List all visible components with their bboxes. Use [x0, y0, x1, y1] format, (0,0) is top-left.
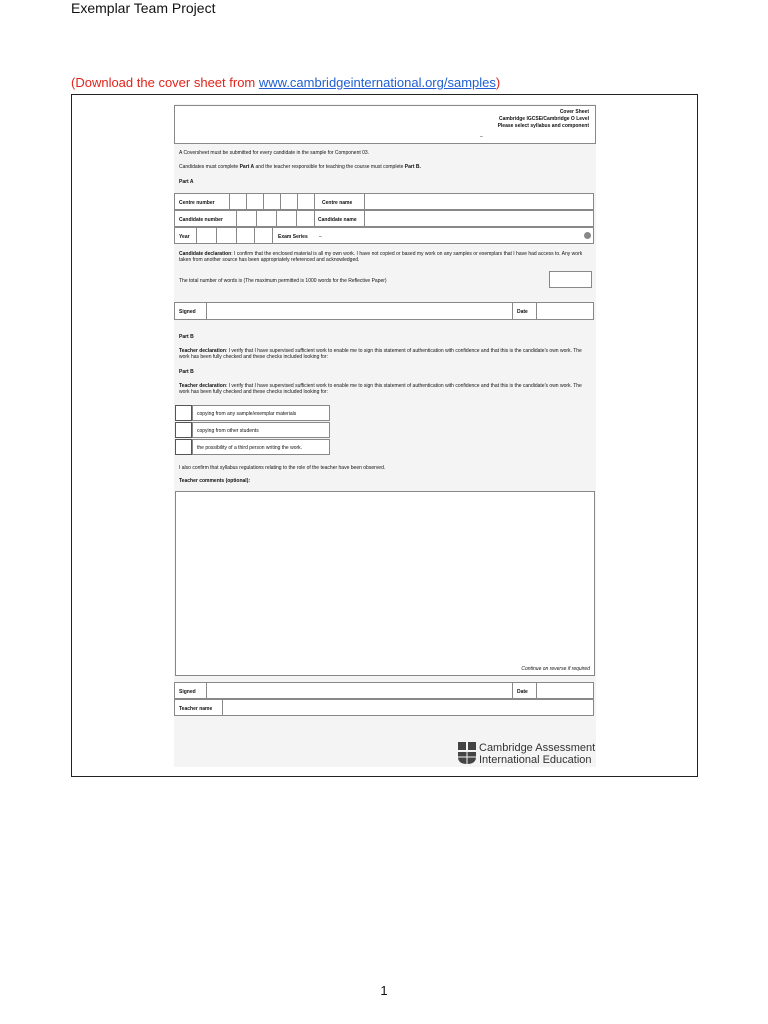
year-row: [174, 227, 594, 244]
intro-2d: Part B.: [404, 164, 421, 170]
intro-line-2: [179, 164, 421, 170]
dropdown-icon: [584, 232, 591, 239]
centre-row: [174, 193, 594, 210]
page-number: 1: [380, 983, 388, 998]
teacher-declaration-1: [179, 348, 591, 360]
teacher-declaration-2: [179, 383, 591, 395]
intro-line-1: A Coversheet must be submitted for every candidate in the sample for Component 03.: [179, 150, 370, 156]
teacher-signed-label: Signed: [179, 689, 196, 695]
check-item-2-label: copying from other students: [197, 428, 259, 434]
cover-title: Cover Sheet: [559, 109, 589, 115]
download-suffix: ): [495, 75, 501, 90]
intro-2a: Candidates must complete: [179, 164, 240, 170]
teacher-name-row: [174, 699, 594, 716]
check-item-1: [192, 405, 330, 421]
check-item-3-label: the possibility of a third person writing the work.: [197, 445, 303, 451]
cambridge-shield-icon: [458, 742, 476, 764]
teacher-name-label: Teacher name: [179, 706, 213, 712]
cover-subtitle: Cambridge IGCSE/Cambridge O Level: [498, 116, 589, 122]
check-item-3: [192, 439, 330, 455]
centre-number-label: Centre number: [179, 200, 215, 206]
logo-line-2: International Education: [479, 754, 592, 766]
candidate-row: [174, 210, 594, 227]
candidate-declaration-text: : I confirm that the enclosed material is all my own work. I have not copied or based my work on any samples or exemplars that I have had access to. Any work taken from another source has been appropriately referenced and acknowledged.: [179, 251, 583, 263]
teacher-declaration-label-1: Teacher declaration: [179, 348, 226, 354]
teacher-date-label: Date: [517, 689, 528, 695]
logo-line-1: Cambridge Assessment: [479, 742, 596, 754]
signed-row: [174, 302, 594, 320]
centre-name-label: Centre name: [322, 200, 353, 206]
part-a-heading: Part A: [179, 179, 194, 185]
word-count-text: The total number of words is (The maximum permitted is 1000 words for the Reflective Paper): [179, 278, 387, 284]
cover-sheet-image: [174, 104, 596, 767]
check-item-1-label: copying from any sample/exemplar materials: [197, 411, 297, 417]
intro-2b: Part A: [239, 164, 255, 170]
exam-series-label: Exam Series: [278, 234, 308, 240]
check-item-2: [192, 422, 330, 438]
year-label: Year: [179, 234, 190, 240]
candidate-name-label: Candidate name: [318, 217, 357, 223]
word-count-box: [549, 271, 592, 288]
part-b-heading-1: Part B: [179, 334, 194, 340]
intro-2c: and the teacher responsible for teaching the course must complete: [254, 164, 405, 170]
teacher-comments-box[interactable]: [175, 491, 595, 676]
teacher-declaration-text-2: : I verify that I have supervised sufficient work to enable me to sign this statement of authentication with confidence and that this is the candidate's own work. The work has been fully checked and these checks included looking for:: [179, 383, 582, 395]
check-box-3[interactable]: [175, 439, 192, 455]
syllabus-confirm: I also confirm that syllabus regulations relating to the role of the teacher have been observed.: [179, 465, 386, 471]
cover-header-box: [174, 105, 596, 144]
check-box-1[interactable]: [175, 405, 192, 421]
signed-label: Signed: [179, 309, 196, 315]
download-prefix: (Download the cover sheet from: [71, 75, 259, 90]
cover-select: Please select syllabus and component: [497, 123, 589, 129]
teacher-declaration-text-1: : I verify that I have supervised sufficient work to enable me to sign this statement of authentication with confidence and that this is the candidate's own work. The work has been fully checked and these checks included looking for:: [179, 348, 582, 360]
candidate-declaration: [179, 251, 591, 263]
check-box-2[interactable]: [175, 422, 192, 438]
candidate-declaration-label: Candidate declaration: [179, 251, 232, 257]
continue-note: Continue on reverse if required: [521, 666, 590, 672]
part-b-heading-2: Part B: [179, 369, 194, 375]
cover-dash: –: [480, 134, 483, 140]
candidate-number-label: Candidate number: [179, 217, 223, 223]
teacher-signed-row: [174, 682, 594, 699]
download-instruction: [71, 75, 500, 90]
samples-link[interactable]: www.cambridgeinternational.org/samples: [258, 75, 496, 90]
page-header-title: Exemplar Team Project: [71, 0, 216, 16]
date-label: Date: [517, 309, 528, 315]
teacher-comments-label: Teacher comments (optional):: [179, 478, 251, 484]
exam-series-value: –: [319, 234, 322, 240]
teacher-declaration-label-2: Teacher declaration: [179, 383, 226, 389]
